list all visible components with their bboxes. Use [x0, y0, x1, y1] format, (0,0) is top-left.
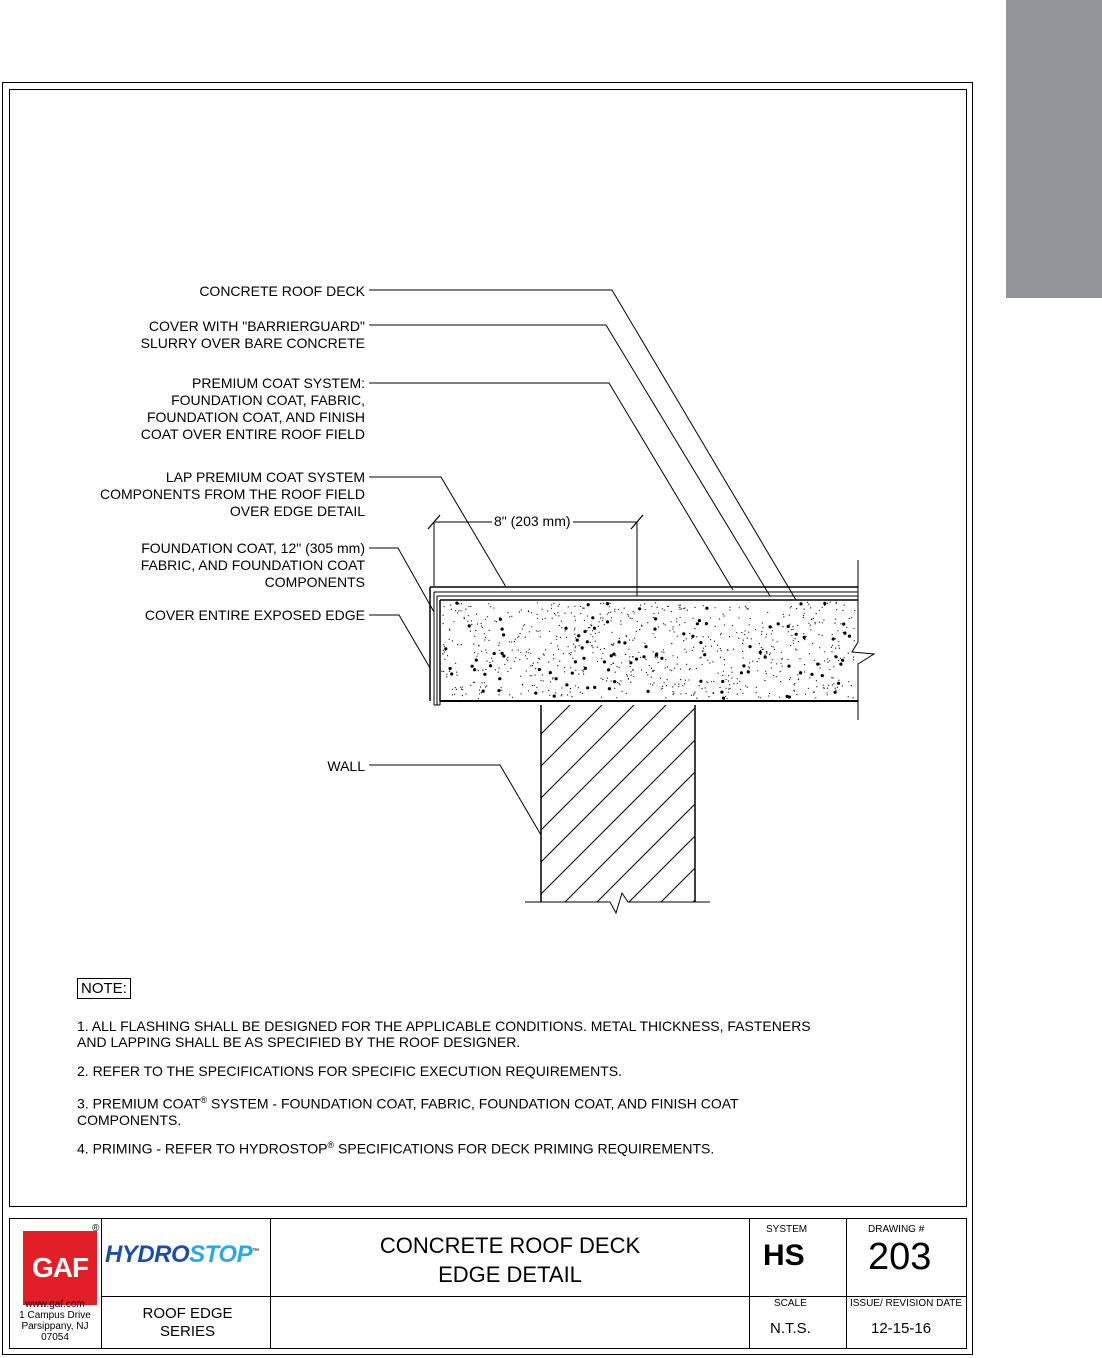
- gaf-logo: GAF: [23, 1231, 97, 1305]
- scale-label: SCALE: [774, 1298, 807, 1309]
- note-2: 2. REFER TO THE SPECIFICATIONS FOR SPECIFIC EXECUTION REQUIREMENTS.: [77, 1063, 623, 1079]
- gaf-address-line3: 07054: [41, 1332, 69, 1343]
- gaf-website: www.gaf.com: [25, 1299, 85, 1310]
- system-value: HS: [763, 1239, 805, 1272]
- series-line1: ROOF EDGE: [142, 1305, 233, 1322]
- gaf-address-line2: Parsippany, NJ: [21, 1321, 89, 1332]
- gaf-registered-mark: ®: [92, 1223, 100, 1234]
- coating-layers: [430, 587, 858, 705]
- drawing-number: 203: [868, 1236, 932, 1278]
- break-line-right: [852, 560, 874, 720]
- leader-lines: [369, 290, 796, 835]
- revision-date: 12-15-16: [871, 1320, 932, 1337]
- label-premium-coat: PREMIUM COAT SYSTEM: FOUNDATION COAT, FABRIC, FOUNDATION COAT, AND FINISH COAT OVER ENTIRE ROOF FIELD: [140, 375, 365, 442]
- label-lap: LAP PREMIUM COAT SYSTEM COMPONENTS FROM THE ROOF FIELD OVER EDGE DETAIL: [100, 469, 365, 519]
- wall-hatched: [341, 702, 1102, 913]
- scale-value: N.T.S.: [770, 1320, 811, 1337]
- concrete-slab: [440, 600, 858, 701]
- label-wall: WALL: [327, 758, 365, 774]
- drawing-number-label: DRAWING #: [868, 1224, 925, 1235]
- note-1: 1. ALL FLASHING SHALL BE DESIGNED FOR THE APPLICABLE CONDITIONS. METAL THICKNESS, FASTENERS AND LAPPING SHALL BE AS SPECIFIED BY THE ROOF DESIGNER.: [77, 1018, 811, 1050]
- title-block: [9, 1218, 967, 1349]
- drawing-title-line2: EDGE DETAIL: [438, 1262, 582, 1287]
- gaf-address-line1: 1 Campus Drive: [19, 1310, 91, 1321]
- note-3: 3. PREMIUM COAT® SYSTEM - FOUNDATION COAT, FABRIC, FOUNDATION COAT, AND FINISH COAT COMPONENTS.: [77, 1095, 739, 1128]
- label-foundation-coat: FOUNDATION COAT, 12" (305 mm) FABRIC, AND FOUNDATION COAT COMPONENTS: [140, 540, 365, 590]
- dimension-label: 8" (203 mm): [494, 513, 571, 529]
- notes-title: NOTE:: [77, 978, 131, 999]
- revision-date-label: ISSUE/ REVISION DATE: [849, 1298, 963, 1309]
- series-line2: SERIES: [159, 1323, 216, 1340]
- label-barrierguard: COVER WITH "BARRIERGUARD" SLURRY OVER BARE CONCRETE: [140, 318, 365, 351]
- note-4: 4. PRIMING - REFER TO HYDROSTOP® SPECIFICATIONS FOR DECK PRIMING REQUIREMENTS.: [77, 1140, 715, 1157]
- hydrostop-logo: HYDROSTOP™: [105, 1241, 259, 1268]
- system-label: SYSTEM: [766, 1224, 808, 1235]
- label-concrete-roof-deck: CONCRETE ROOF DECK: [199, 283, 365, 299]
- label-exposed-edge: COVER ENTIRE EXPOSED EDGE: [144, 607, 365, 623]
- gaf-contact: [10, 1299, 100, 1343]
- drawing-title-line1: CONCRETE ROOF DECK: [379, 1233, 641, 1258]
